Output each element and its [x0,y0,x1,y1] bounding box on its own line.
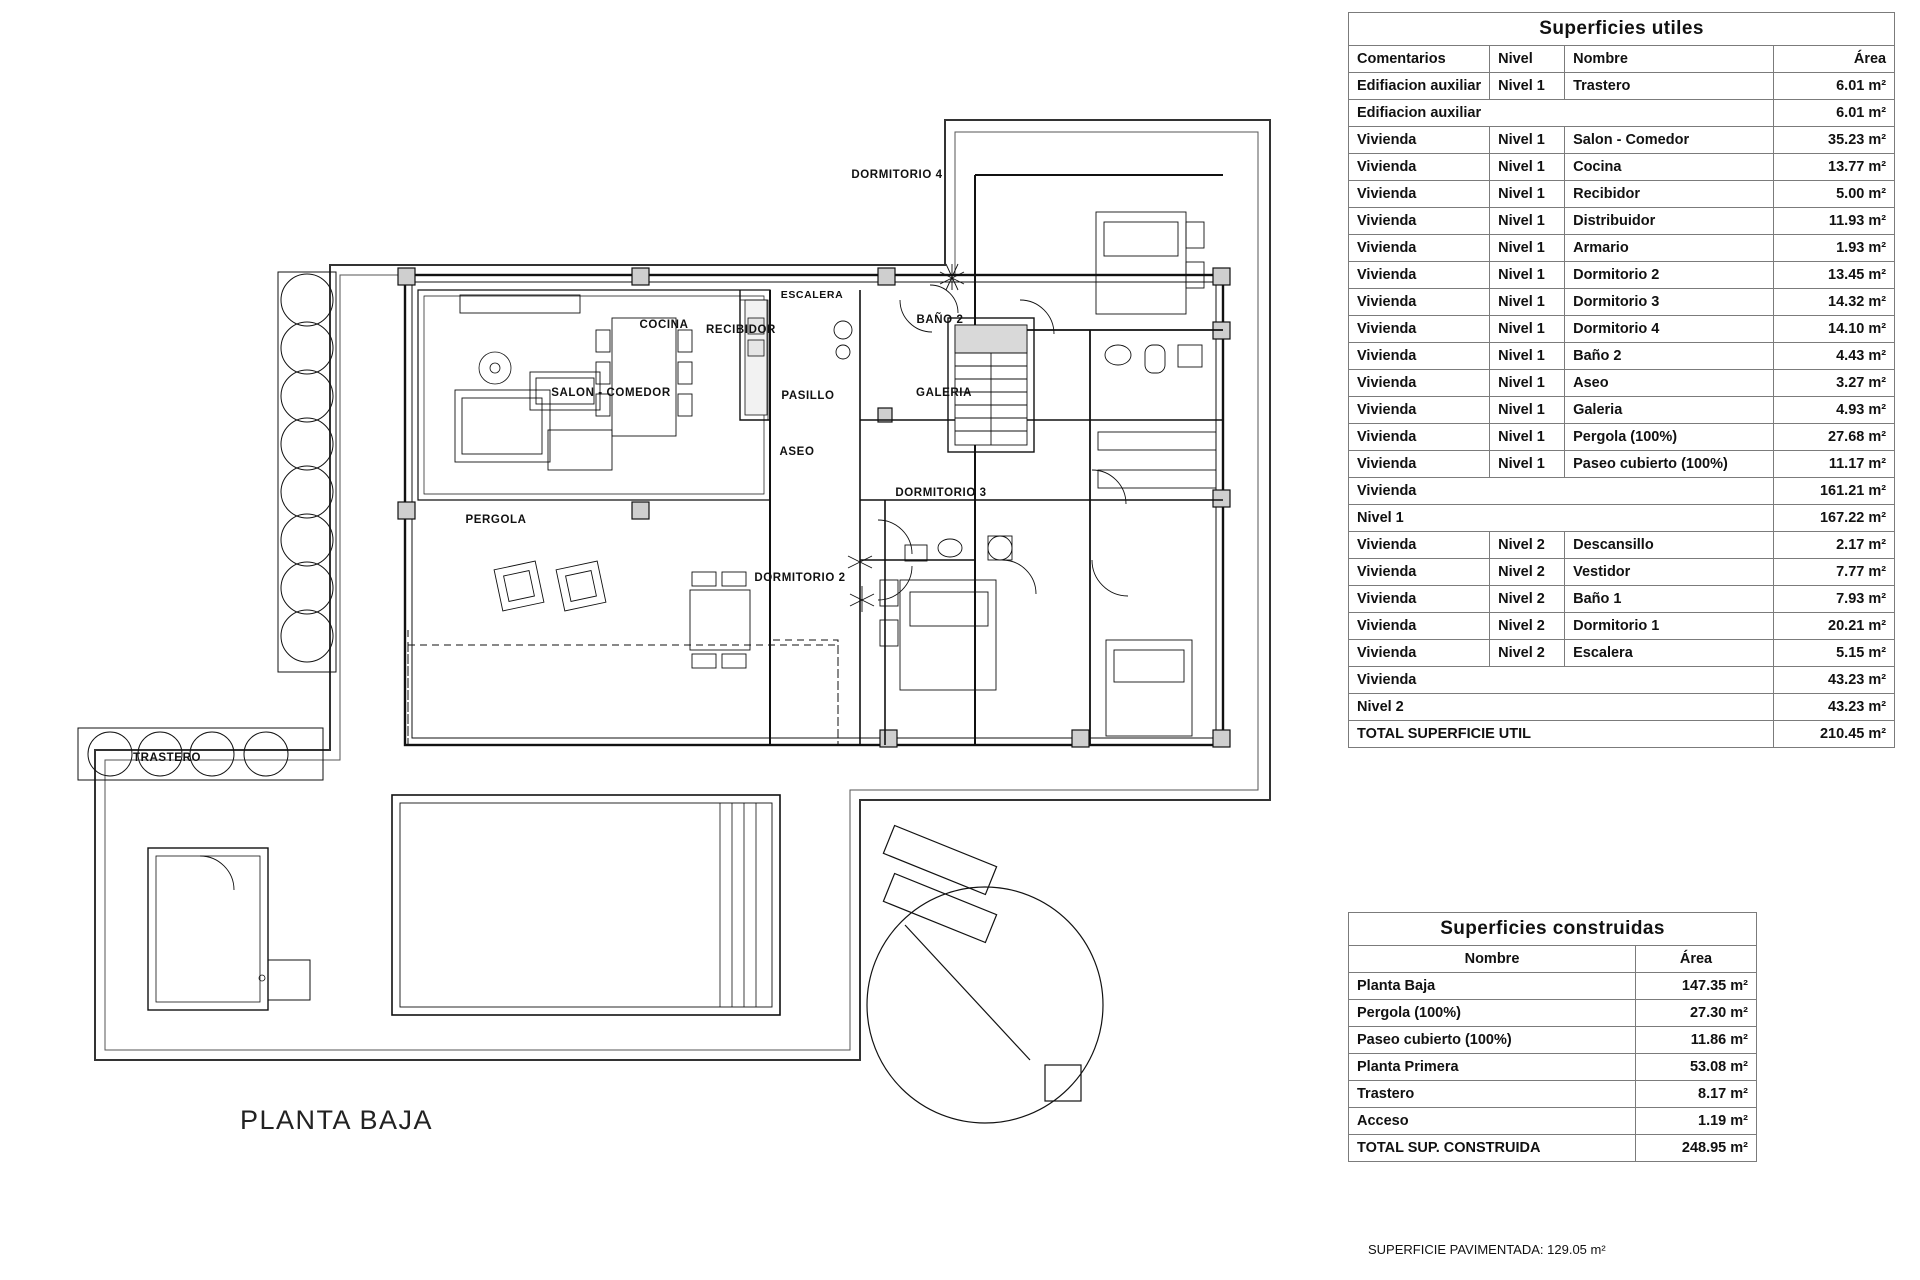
utiles-row [1349,640,1895,667]
utiles-header-area: Área [1774,46,1895,73]
utiles-cell-nombre: Aseo [1565,370,1774,397]
utiles-cell-nombre: Galeria [1565,397,1774,424]
construidas-row [1349,1108,1757,1135]
utiles-header-comentarios: Comentarios [1349,46,1490,73]
construidas-cell-area: 53.08 m² [1636,1054,1757,1081]
utiles-cell-nivel: Nivel 1 [1490,127,1565,154]
utiles-cell-comentarios: Vivienda [1349,289,1490,316]
utiles-cell-comentarios: Vivienda [1349,343,1490,370]
utiles-cell-comentarios: Vivienda [1349,451,1490,478]
utiles-cell-area: 11.17 m² [1774,451,1895,478]
utiles-row [1349,451,1895,478]
room-label-galeria: GALERIA [916,387,972,399]
utiles-summary-area: 210.45 m² [1774,721,1895,748]
utiles-cell-nivel: Nivel 2 [1490,532,1565,559]
utiles-cell-nivel: Nivel 1 [1490,343,1565,370]
utiles-title: Superficies utiles [1349,13,1895,46]
utiles-cell-nombre: Descansillo [1565,532,1774,559]
utiles-row [1349,721,1895,748]
utiles-row [1349,586,1895,613]
room-label-salon-comedor: SALON - COMEDOR [551,387,671,399]
utiles-row [1349,262,1895,289]
utiles-summary-area: 161.21 m² [1774,478,1895,505]
construidas-cell-nombre: Trastero [1349,1081,1636,1108]
construidas-cell-nombre: Paseo cubierto (100%) [1349,1027,1636,1054]
utiles-cell-area: 27.68 m² [1774,424,1895,451]
utiles-summary-label: Edifiacion auxiliar [1349,100,1774,127]
construidas-title: Superficies construidas [1349,913,1757,946]
superficies-utiles-table [1348,12,1895,748]
utiles-row [1349,289,1895,316]
utiles-cell-nombre: Recibidor [1565,181,1774,208]
utiles-row [1349,505,1895,532]
utiles-cell-nivel: Nivel 2 [1490,559,1565,586]
utiles-cell-nombre: Dormitorio 1 [1565,613,1774,640]
utiles-cell-nivel: Nivel 2 [1490,586,1565,613]
utiles-cell-nivel: Nivel 1 [1490,397,1565,424]
utiles-cell-nombre: Salon - Comedor [1565,127,1774,154]
utiles-cell-nivel: Nivel 1 [1490,451,1565,478]
utiles-cell-area: 3.27 m² [1774,370,1895,397]
utiles-cell-comentarios: Vivienda [1349,640,1490,667]
utiles-cell-comentarios: Vivienda [1349,370,1490,397]
room-label-dormitorio-3: DORMITORIO 3 [895,487,987,499]
construidas-row [1349,1081,1757,1108]
utiles-summary-area: 6.01 m² [1774,100,1895,127]
construidas-header-nombre: Nombre [1349,946,1636,973]
utiles-cell-nombre: Armario [1565,235,1774,262]
utiles-cell-comentarios: Vivienda [1349,397,1490,424]
utiles-cell-comentarios: Vivienda [1349,127,1490,154]
construidas-header-area: Área [1636,946,1757,973]
utiles-row [1349,235,1895,262]
superficie-pavimentada-note: SUPERFICIE PAVIMENTADA: 129.05 m² [1368,1242,1606,1257]
room-label-trastero: TRASTERO [132,752,202,764]
utiles-cell-nombre: Dormitorio 4 [1565,316,1774,343]
utiles-summary-label: Nivel 1 [1349,505,1774,532]
utiles-row [1349,424,1895,451]
utiles-cell-area: 20.21 m² [1774,613,1895,640]
utiles-cell-nivel: Nivel 1 [1490,73,1565,100]
construidas-table [1348,912,1757,1162]
utiles-row [1349,343,1895,370]
utiles-cell-comentarios: Vivienda [1349,613,1490,640]
utiles-summary-label: Nivel 2 [1349,694,1774,721]
utiles-cell-nivel: Nivel 1 [1490,289,1565,316]
utiles-cell-nombre: Trastero [1565,73,1774,100]
construidas-cell-area: 147.35 m² [1636,973,1757,1000]
utiles-summary-area: 43.23 m² [1774,667,1895,694]
construidas-cell-nombre: Pergola (100%) [1349,1000,1636,1027]
construidas-cell-nombre: Acceso [1349,1108,1636,1135]
utiles-cell-comentarios: Vivienda [1349,532,1490,559]
utiles-row [1349,478,1895,505]
utiles-table [1348,12,1895,748]
construidas-cell-area: 1.19 m² [1636,1108,1757,1135]
utiles-cell-nombre: Dormitorio 2 [1565,262,1774,289]
utiles-cell-nivel: Nivel 1 [1490,370,1565,397]
utiles-row [1349,154,1895,181]
utiles-cell-comentarios: Vivienda [1349,262,1490,289]
utiles-header-row [1349,46,1895,73]
utiles-cell-comentarios: Vivienda [1349,208,1490,235]
room-label-bano-2: BAÑO 2 [916,314,964,326]
room-label-cocina: COCINA [639,319,689,331]
construidas-row [1349,1135,1757,1162]
construidas-cell-area: 248.95 m² [1636,1135,1757,1162]
utiles-summary-label: Vivienda [1349,667,1774,694]
utiles-cell-comentarios: Vivienda [1349,154,1490,181]
utiles-cell-nivel: Nivel 1 [1490,262,1565,289]
utiles-row [1349,181,1895,208]
construidas-cell-area: 8.17 m² [1636,1081,1757,1108]
utiles-cell-comentarios: Vivienda [1349,586,1490,613]
room-label-aseo: ASEO [779,446,815,458]
utiles-row [1349,370,1895,397]
utiles-summary-area: 43.23 m² [1774,694,1895,721]
utiles-cell-area: 5.00 m² [1774,181,1895,208]
construidas-row [1349,1027,1757,1054]
room-label-dormitorio-2: DORMITORIO 2 [754,572,846,584]
room-label-pasillo: PASILLO [781,390,835,402]
utiles-cell-area: 2.17 m² [1774,532,1895,559]
utiles-cell-comentarios: Vivienda [1349,424,1490,451]
utiles-cell-area: 35.23 m² [1774,127,1895,154]
utiles-cell-nivel: Nivel 1 [1490,208,1565,235]
utiles-header-nombre: Nombre [1565,46,1774,73]
construidas-row [1349,1000,1757,1027]
room-label-dormitorio-4: DORMITORIO 4 [851,169,943,181]
utiles-cell-comentarios: Vivienda [1349,235,1490,262]
utiles-cell-nombre: Cocina [1565,154,1774,181]
room-label-escalera: ESCALERA [780,289,844,301]
utiles-cell-area: 4.43 m² [1774,343,1895,370]
construidas-cell-nombre: Planta Baja [1349,973,1636,1000]
utiles-cell-nombre: Paseo cubierto (100%) [1565,451,1774,478]
utiles-cell-area: 1.93 m² [1774,235,1895,262]
utiles-row [1349,316,1895,343]
construidas-cell-nombre: TOTAL SUP. CONSTRUIDA [1349,1135,1636,1162]
utiles-cell-nombre: Baño 1 [1565,586,1774,613]
utiles-cell-area: 11.93 m² [1774,208,1895,235]
utiles-cell-nivel: Nivel 1 [1490,235,1565,262]
utiles-row [1349,127,1895,154]
room-label-pergola: PERGOLA [465,514,527,526]
room-label-recibidor: RECIBIDOR [706,324,776,336]
utiles-row [1349,73,1895,100]
utiles-cell-nombre: Dormitorio 3 [1565,289,1774,316]
utiles-cell-nivel: Nivel 1 [1490,154,1565,181]
utiles-cell-nombre: Pergola (100%) [1565,424,1774,451]
utiles-header-nivel: Nivel [1490,46,1565,73]
utiles-row [1349,559,1895,586]
utiles-cell-area: 6.01 m² [1774,73,1895,100]
utiles-cell-area: 14.32 m² [1774,289,1895,316]
construidas-cell-area: 27.30 m² [1636,1000,1757,1027]
utiles-cell-nombre: Baño 2 [1565,343,1774,370]
utiles-cell-nivel: Nivel 1 [1490,181,1565,208]
construidas-header-row [1349,946,1757,973]
utiles-cell-area: 5.15 m² [1774,640,1895,667]
utiles-cell-area: 4.93 m² [1774,397,1895,424]
utiles-cell-area: 13.77 m² [1774,154,1895,181]
utiles-row [1349,532,1895,559]
utiles-cell-nombre: Vestidor [1565,559,1774,586]
utiles-cell-nombre: Distribuidor [1565,208,1774,235]
utiles-cell-nivel: Nivel 2 [1490,613,1565,640]
plan-title: PLANTA BAJA [240,1105,434,1135]
utiles-summary-area: 167.22 m² [1774,505,1895,532]
utiles-cell-nivel: Nivel 2 [1490,640,1565,667]
utiles-row [1349,208,1895,235]
utiles-row [1349,613,1895,640]
utiles-row [1349,667,1895,694]
utiles-row [1349,100,1895,127]
utiles-cell-area: 7.93 m² [1774,586,1895,613]
utiles-cell-area: 13.45 m² [1774,262,1895,289]
construidas-title-row [1349,913,1757,946]
utiles-cell-comentarios: Vivienda [1349,316,1490,343]
utiles-cell-comentarios: Vivienda [1349,181,1490,208]
construidas-cell-area: 11.86 m² [1636,1027,1757,1054]
utiles-cell-nombre: Escalera [1565,640,1774,667]
utiles-cell-area: 7.77 m² [1774,559,1895,586]
utiles-cell-comentarios: Edifiacion auxiliar [1349,73,1490,100]
utiles-title-row [1349,13,1895,46]
superficies-construidas-table [1348,912,1757,1162]
utiles-row [1349,694,1895,721]
utiles-cell-nivel: Nivel 1 [1490,424,1565,451]
utiles-cell-comentarios: Vivienda [1349,559,1490,586]
construidas-row [1349,1054,1757,1081]
construidas-row [1349,973,1757,1000]
utiles-cell-area: 14.10 m² [1774,316,1895,343]
utiles-summary-label: Vivienda [1349,478,1774,505]
utiles-cell-nivel: Nivel 1 [1490,316,1565,343]
construidas-cell-nombre: Planta Primera [1349,1054,1636,1081]
utiles-row [1349,397,1895,424]
utiles-summary-label: TOTAL SUPERFICIE UTIL [1349,721,1774,748]
